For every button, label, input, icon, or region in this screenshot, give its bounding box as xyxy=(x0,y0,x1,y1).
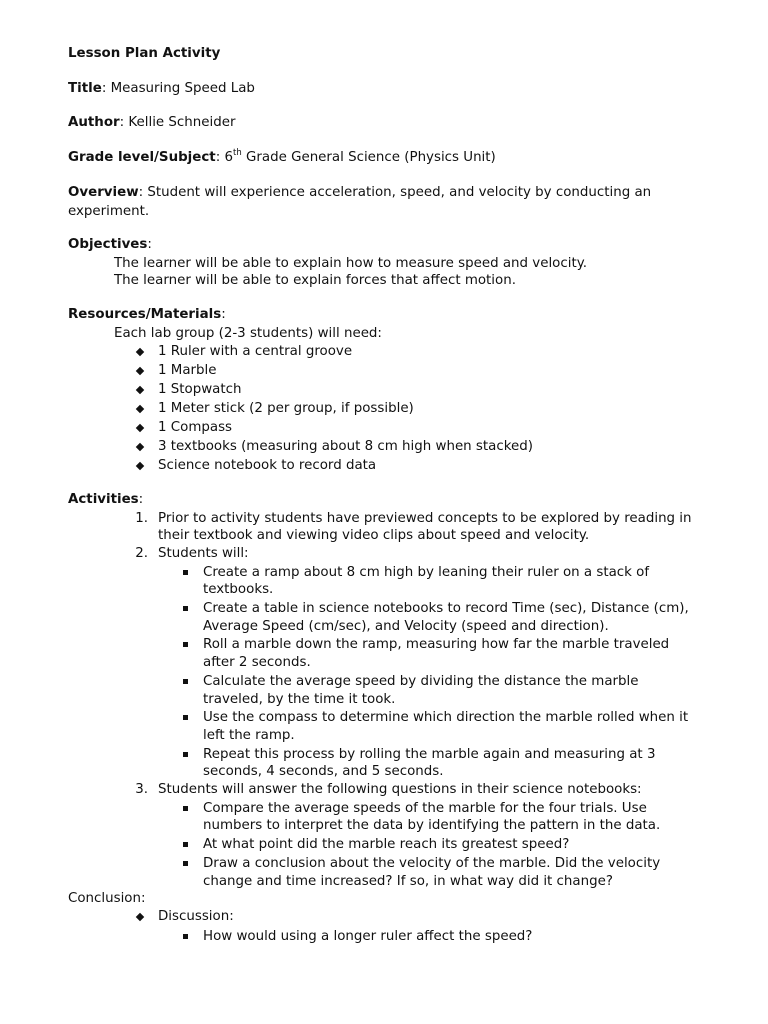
square-bullet-icon xyxy=(183,715,188,720)
author-label: Author xyxy=(68,115,120,130)
material-item: Science notebook to record data xyxy=(158,458,377,473)
conclusion-heading: Conclusion: xyxy=(68,891,146,906)
material-item: 3 textbooks (measuring about 8 cm high when stacked) xyxy=(158,439,533,454)
activities-label: Activities xyxy=(68,492,139,507)
step-3-text: Students will answer the following questions in their science notebooks: xyxy=(158,782,642,797)
step-number: 1. xyxy=(135,511,148,526)
objective-item: The learner will be able to explain forces that affect motion. xyxy=(114,273,516,288)
overview-text-1: : Student will experience acceleration, speed, and velocity by conducting an xyxy=(138,185,652,200)
resources-heading xyxy=(68,306,226,324)
step-2-subitem: Create a ramp about 8 cm high by leaning their ruler on a stack of xyxy=(203,565,650,580)
author-value: : Kellie Schneider xyxy=(119,115,236,130)
activities-colon: : xyxy=(138,492,144,507)
step-2-subitem: Repeat this process by rolling the marble again and measuring at 3 xyxy=(203,747,656,762)
discussion-question: How would using a longer ruler affect the speed? xyxy=(203,929,533,944)
square-bullet-icon xyxy=(183,752,188,757)
material-item: 1 Ruler with a central groove xyxy=(158,344,353,359)
step-2-subitem: Roll a marble down the ramp, measuring how far the marble traveled xyxy=(203,637,670,652)
diamond-bullet-icon xyxy=(136,405,144,413)
activities-heading xyxy=(68,491,143,509)
diamond-bullet-icon xyxy=(136,443,144,451)
material-item: 1 Stopwatch xyxy=(158,382,242,397)
discussion-label: Discussion: xyxy=(158,909,234,924)
author-line xyxy=(68,114,235,132)
overview-label: Overview xyxy=(68,185,139,200)
objectives-heading xyxy=(68,236,152,254)
step-2-subitem: after 2 seconds. xyxy=(203,655,311,670)
diamond-bullet-icon xyxy=(136,367,144,375)
square-bullet-icon xyxy=(183,642,188,647)
resources-colon: : xyxy=(221,307,226,322)
square-bullet-icon xyxy=(183,570,188,575)
objectives-label: Objectives xyxy=(68,237,148,252)
overview-line xyxy=(68,184,651,202)
overview-text-2: experiment. xyxy=(68,204,150,219)
step-2-subitem: Use the compass to determine which direction the marble rolled when it xyxy=(203,710,689,725)
step-1-text: their textbook and viewing video clips about speed and velocity. xyxy=(158,528,590,543)
step-1-text: Prior to activity students have previewed concepts to be explored by reading in xyxy=(158,511,692,526)
title-value: : Measuring Speed Lab xyxy=(101,81,255,96)
step-number: 2. xyxy=(135,546,148,561)
step-2-text: Students will: xyxy=(158,546,249,561)
step-2-subitem: left the ramp. xyxy=(203,728,295,743)
step-2-subitem: traveled, by the time it took. xyxy=(203,692,396,707)
step-2-subitem: Calculate the average speed by dividing the distance the marble xyxy=(203,674,639,689)
step-3-subitem: Compare the average speeds of the marble for the four trials. Use xyxy=(203,801,647,816)
step-3-subitem: change and time increased? If so, in what way did it change? xyxy=(203,874,613,889)
document-header: Lesson Plan Activity xyxy=(68,46,221,61)
square-bullet-icon xyxy=(183,806,188,811)
square-bullet-icon xyxy=(183,606,188,611)
title-label: Title xyxy=(68,81,102,96)
step-number: 3. xyxy=(135,782,148,797)
material-item: 1 Meter stick (2 per group, if possible) xyxy=(158,401,414,416)
step-2-subitem: seconds, 4 seconds, and 5 seconds. xyxy=(203,764,444,779)
diamond-bullet-icon xyxy=(136,424,144,432)
step-2-subitem: Average Speed (cm/sec), and Velocity (speed and direction). xyxy=(203,619,609,634)
objective-item: The learner will be able to explain how to measure speed and velocity. xyxy=(114,256,587,271)
material-item: 1 Marble xyxy=(158,363,217,378)
objectives-colon: : xyxy=(147,237,152,252)
diamond-bullet-icon xyxy=(136,462,144,470)
grade-label: Grade level/Subject xyxy=(68,150,216,165)
diamond-bullet-icon xyxy=(136,913,144,921)
diamond-bullet-icon xyxy=(136,348,144,356)
step-3-subitem: numbers to interpret the data by identifying the pattern in the data. xyxy=(203,818,661,833)
square-bullet-icon xyxy=(183,934,188,939)
material-item: 1 Compass xyxy=(158,420,233,435)
square-bullet-icon xyxy=(183,861,188,866)
step-3-subitem: At what point did the marble reach its greatest speed? xyxy=(203,837,570,852)
step-2-subitem: Create a table in science notebooks to record Time (sec), Distance (cm), xyxy=(203,601,689,616)
grade-value-post: Grade General Science (Physics Unit) xyxy=(241,150,496,165)
square-bullet-icon xyxy=(183,842,188,847)
resources-intro: Each lab group (2-3 students) will need: xyxy=(114,326,382,341)
resources-label: Resources/Materials xyxy=(68,307,222,322)
diamond-bullet-icon xyxy=(136,386,144,394)
grade-line xyxy=(68,149,496,167)
step-3-subitem: Draw a conclusion about the velocity of the marble. Did the velocity xyxy=(203,856,661,871)
step-2-subitem: textbooks. xyxy=(203,582,274,597)
square-bullet-icon xyxy=(183,679,188,684)
grade-superscript: th xyxy=(233,147,242,158)
grade-value-pre: : 6 xyxy=(215,150,233,165)
title-line xyxy=(68,80,255,98)
